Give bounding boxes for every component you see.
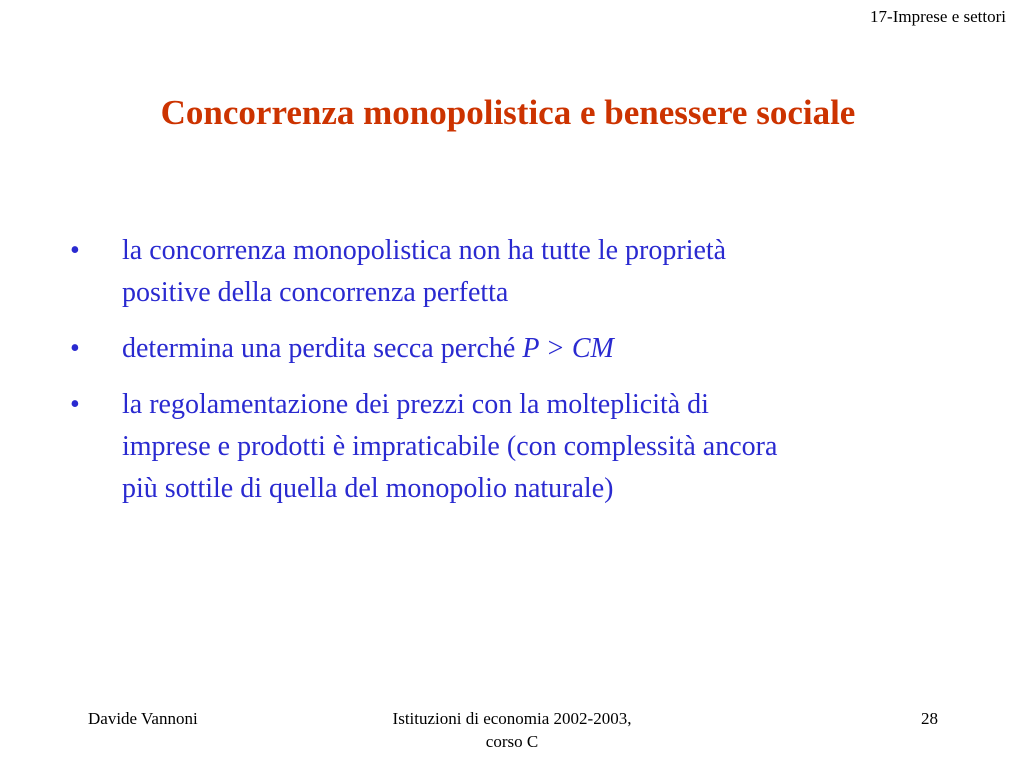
bullet-icon: • (70, 389, 80, 420)
bullet-list (70, 230, 950, 524)
bullet-item-1 (70, 230, 950, 314)
section-label: 17-Imprese e settori (870, 7, 1006, 26)
bullet-2-math: P > CM (522, 333, 614, 364)
bullet-2-text: determina una perdita secca perché (122, 333, 523, 364)
bullet-3-line-3: più sottile di quella del monopolio naturale) (122, 473, 614, 504)
bullet-icon: • (70, 235, 80, 266)
bullet-3-line-2: imprese e prodotti è impraticabile (con complessità ancora (122, 431, 778, 462)
footer-author: Davide Vannoni (88, 709, 198, 728)
bullet-3-line-1: la regolamentazione dei prezzi con la molteplicità di (122, 389, 709, 420)
bullet-1-line-2: positive della concorrenza perfetta (122, 277, 509, 308)
bullet-item-3 (70, 384, 950, 510)
footer-course-line-2: corso C (485, 732, 539, 751)
footer-course (362, 707, 662, 753)
bullet-item-2 (70, 328, 950, 370)
page-number: 28 (921, 709, 938, 728)
bullet-1-line-1: la concorrenza monopolistica non ha tutte le proprietà (122, 235, 727, 266)
slide-title: Concorrenza monopolistica e benessere sociale (160, 93, 856, 132)
footer-course-line-1: Istituzioni di economia 2002-2003, (392, 709, 632, 728)
bullet-icon: • (70, 333, 80, 364)
